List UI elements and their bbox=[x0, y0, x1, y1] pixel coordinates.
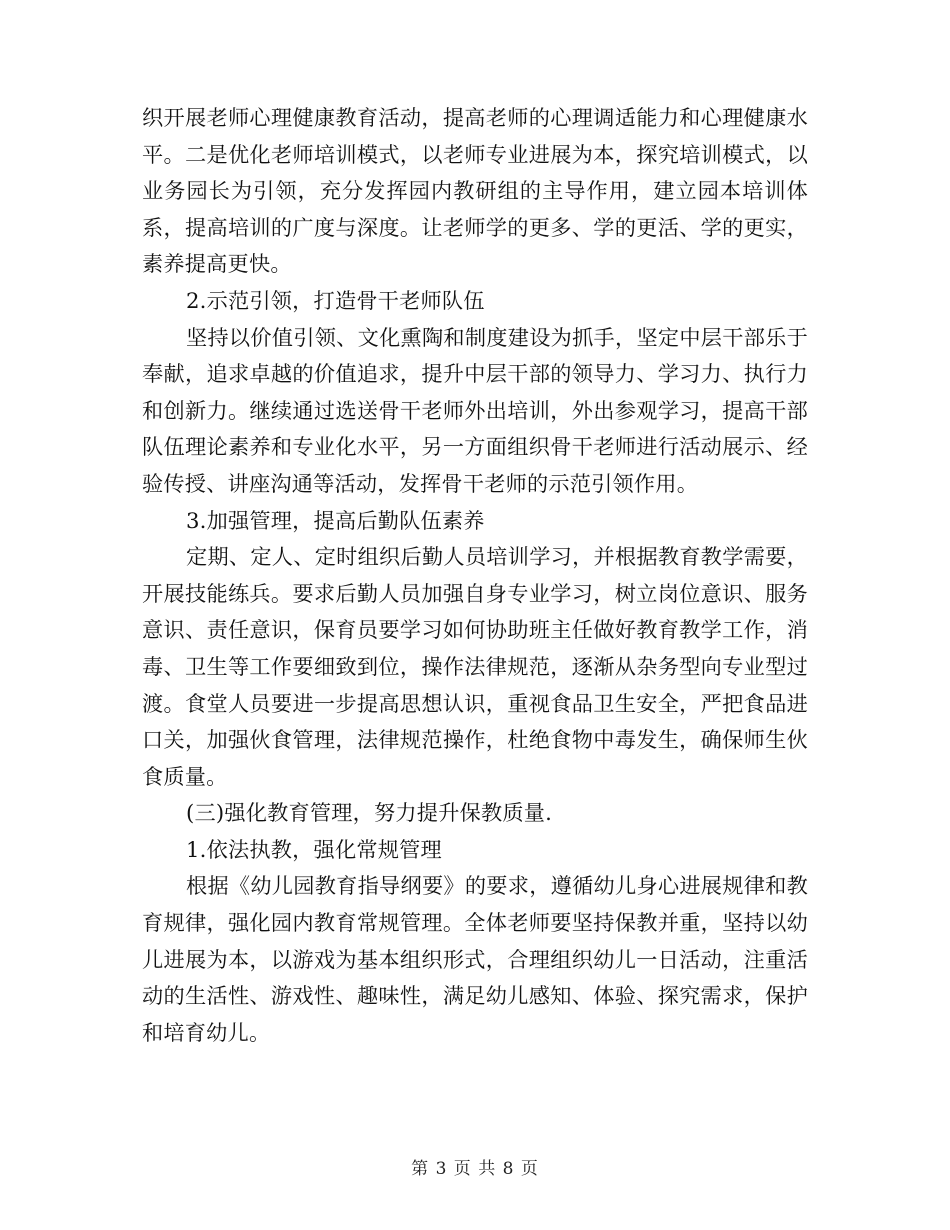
paragraph-routine-management: 根据《幼儿园教育指导纲要》的要求，遵循幼儿身心进展规律和教育规律，强化园内教育常规管理。全体老师要坚持保教并重，坚持以幼儿进展为本，以游戏为基本组织形式，合理组织幼儿一日活动，注重活动的生活性、游戏性、趣味性，满足幼儿感知、体验、探究需求，保护和培育幼儿。 bbox=[142, 873, 808, 1045]
paragraph-backbone-teachers: 坚持以价值引领、文化熏陶和制度建设为抓手，坚定中层干部乐于奉献，追求卓越的价值追求，提升中层干部的领导力、学习力、执行力和创新力。继续通过选送骨干老师外出培训，外出参观学习，提高干部队伍理论素养和专业化水平，另一方面组织骨干老师进行活动展示、经验传授、讲座沟通等活动，发挥骨干老师的示范引领作用。 bbox=[142, 324, 808, 496]
heading-routine-management: 1.依法执教，强化常规管理 bbox=[186, 836, 442, 862]
document-body bbox=[142, 100, 808, 1051]
paragraph-logistics-management: 定期、定人、定时组织后勤人员培训学习，并根据教育教学需要，开展技能练兵。要求后勤人员加强自身专业学习，树立岗位意识、服务意识、责任意识，保育员要学习如何协助班主任做好教育教学工作，消毒、卫生等工作要细致到位，操作法律规范，逐渐从杂务型向专业型过渡。食堂人员要进一步提高思想认识，重视食品卫生安全，严把食品进口关，加强伙食管理，法律规范操作，杜绝食物中毒发生，确保师生伙食质量。 bbox=[142, 544, 808, 789]
heading-backbone-teachers: 2.示范引领，打造骨干老师队伍 bbox=[186, 287, 485, 313]
heading-education-management: (三)强化教育管理，努力提升保教质量. bbox=[186, 800, 553, 826]
heading-logistics-management: 3.加强管理，提高后勤队伍素养 bbox=[186, 507, 485, 533]
page-number-footer: 第 3 页 共 8 页 bbox=[411, 1159, 539, 1179]
paragraph-teacher-training: 织开展老师心理健康教育活动，提高老师的心理调适能力和心理健康水平。二是优化老师培训模式，以老师专业进展为本，探究培训模式，以业务园长为引领，充分发挥园内教研组的主导作用，建立园本培训体系，提高培训的广度与深度。让老师学的更多、学的更活、学的更实，素养提高更快。 bbox=[142, 105, 808, 277]
